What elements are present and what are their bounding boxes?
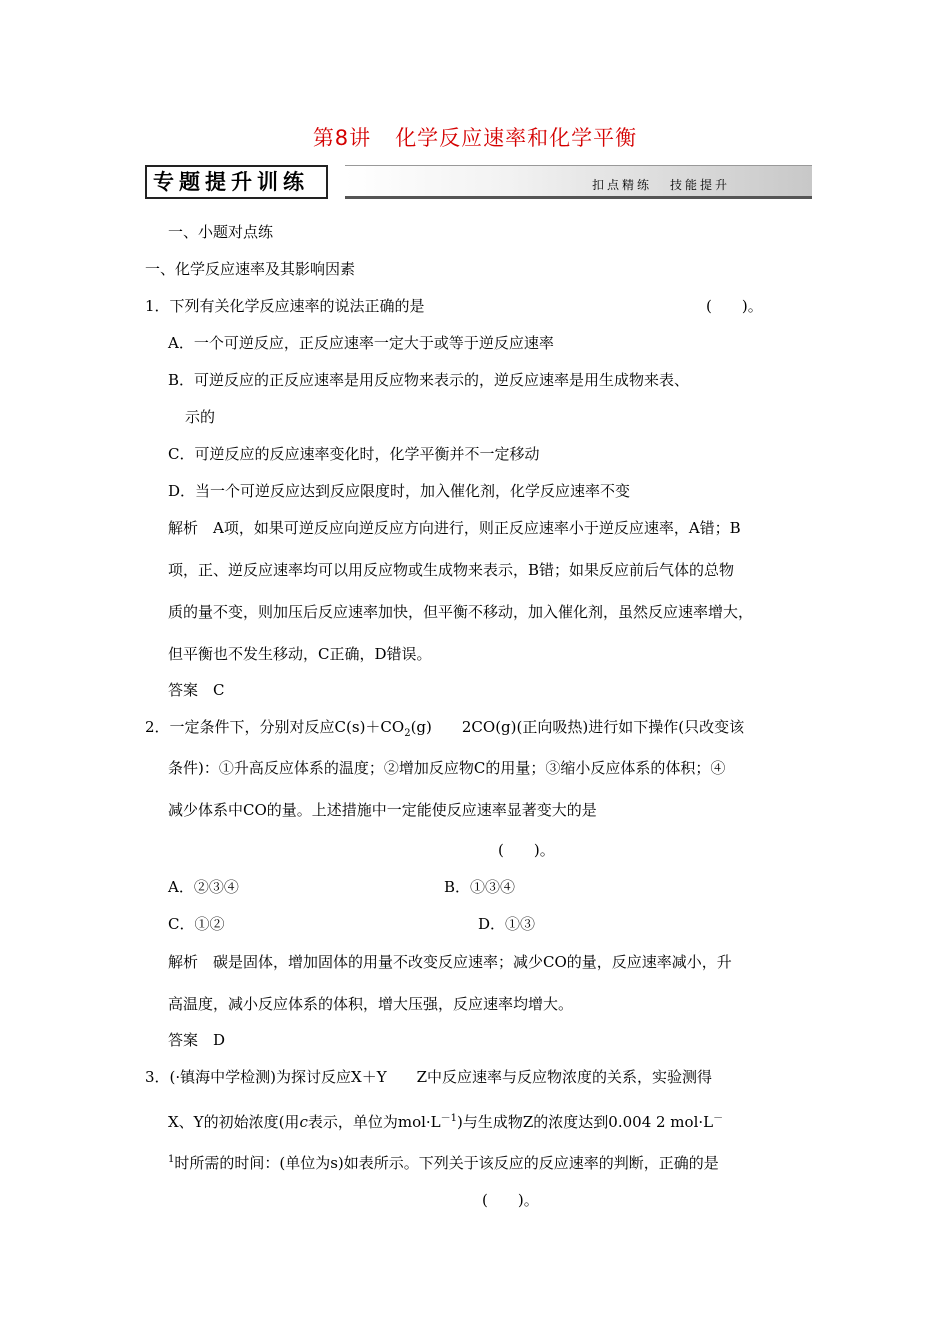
banner-subtitle xyxy=(592,176,730,193)
q3-answer-bracket: ( )。 xyxy=(482,1191,539,1209)
q3-stem-line2 xyxy=(168,1109,723,1132)
q3-stem-superscript-3: 1 xyxy=(168,1154,175,1165)
q1-analysis-line2: 项，正、逆反应速率均可以用反应物或生成物来表示，B错；如果反应前后气体的总物 xyxy=(168,561,735,579)
q3-stem-part3: )与生成物Z的浓度达到0.004 2 mol·L xyxy=(457,1113,714,1131)
q1-option-b-cont: 示的 xyxy=(185,408,216,426)
q2-option-c: C．①② xyxy=(168,915,225,933)
lecture-topic: 化学反应速率和化学平衡 xyxy=(395,126,638,150)
lecture-number: 第8讲 xyxy=(312,126,372,150)
section-banner xyxy=(145,165,812,201)
q1-answer: 答案 C xyxy=(168,681,225,699)
q2-stem-line3: 减少体系中CO的量。上述措施中一定能使反应速率显著变大的是 xyxy=(168,801,597,819)
q2-analysis-line2: 高温度，减小反应体系的体积，增大压强，反应速率均增大。 xyxy=(168,995,574,1013)
q2-answer: 答案 D xyxy=(168,1031,226,1049)
page-title xyxy=(0,122,950,152)
q2-stem-subscript: 2 xyxy=(404,728,411,739)
q1-stem: 1．下列有关化学反应速率的说法正确的是 xyxy=(145,297,425,315)
q2-option-a: A．②③④ xyxy=(168,878,239,896)
q3-stem-superscript-2: － xyxy=(713,1113,724,1124)
q2-stem-line1 xyxy=(145,717,744,744)
banner-label: 专题提升训练 xyxy=(145,165,328,199)
q3-stem-part2: 表示，单位为mol·L xyxy=(307,1113,441,1131)
q2-option-d: D．①③ xyxy=(478,915,536,933)
q1-analysis-line4: 但平衡也不发生移动，C正确，D错误。 xyxy=(168,645,432,663)
q3-concentration-symbol: c xyxy=(299,1113,308,1131)
q1-option-c: C．可逆反应的反应速率变化时，化学平衡并不一定移动 xyxy=(168,445,540,463)
subsection-heading: 一、化学反应速率及其影响因素 xyxy=(145,260,356,278)
q2-answer-bracket: ( )。 xyxy=(498,841,555,859)
banner-bar xyxy=(345,165,812,199)
banner-subtitle-right: 技能提升 xyxy=(669,178,730,192)
q1-analysis-line1: 解析 A项，如果可逆反应向逆反应方向进行，则正反应速率小于逆反应速率，A错；B xyxy=(168,519,741,537)
q2-stem-line2: 条件)：①升高反应体系的温度；②增加反应物C的用量；③缩小反应体系的体积；④ xyxy=(168,759,726,777)
q1-option-d: D．当一个可逆反应达到反应限度时，加入催化剂，化学反应速率不变 xyxy=(168,482,631,500)
q1-option-a: A．一个可逆反应，正反应速率一定大于或等于逆反应速率 xyxy=(168,334,554,352)
q1-answer-bracket: ( )。 xyxy=(706,297,763,315)
q2-analysis-line1: 解析 碳是固体，增加固体的用量不改变反应速率；减少CO的量，反应速率减小，升 xyxy=(168,953,732,971)
q3-stem-line3 xyxy=(168,1150,719,1173)
q3-stem-part1: X、Y的初始浓度(用 xyxy=(168,1113,300,1131)
q1-analysis-line3: 质的量不变，则加压后反应速率加快，但平衡不移动，加入催化剂，虽然反应速率增大， xyxy=(168,603,754,621)
q1-option-b: B．可逆反应的正反应速率是用反应物来表示的，逆反应速率是用生成物来表、 xyxy=(168,371,690,389)
q3-stem-superscript: －1 xyxy=(440,1113,458,1124)
q2-stem-part1: 2．一定条件下，分别对反应C(s)＋CO xyxy=(145,718,405,736)
banner-subtitle-left: 扣点精练 xyxy=(591,178,652,192)
q3-stem-part4: 时所需的时间：(单位为s)如表所示。下列关于该反应的反应速率的判断，正确的是 xyxy=(174,1154,719,1172)
q2-stem-part2: (g) 2CO(g)(正向吸热)进行如下操作(只改变该 xyxy=(410,718,745,736)
section-heading: 一、小题对点练 xyxy=(168,223,274,241)
q2-option-b: B．①③④ xyxy=(444,878,516,896)
q3-stem-line1: 3．(·镇海中学检测)为探讨反应X＋Y Z中反应速率与反应物浓度的关系，实验测得 xyxy=(145,1068,713,1086)
